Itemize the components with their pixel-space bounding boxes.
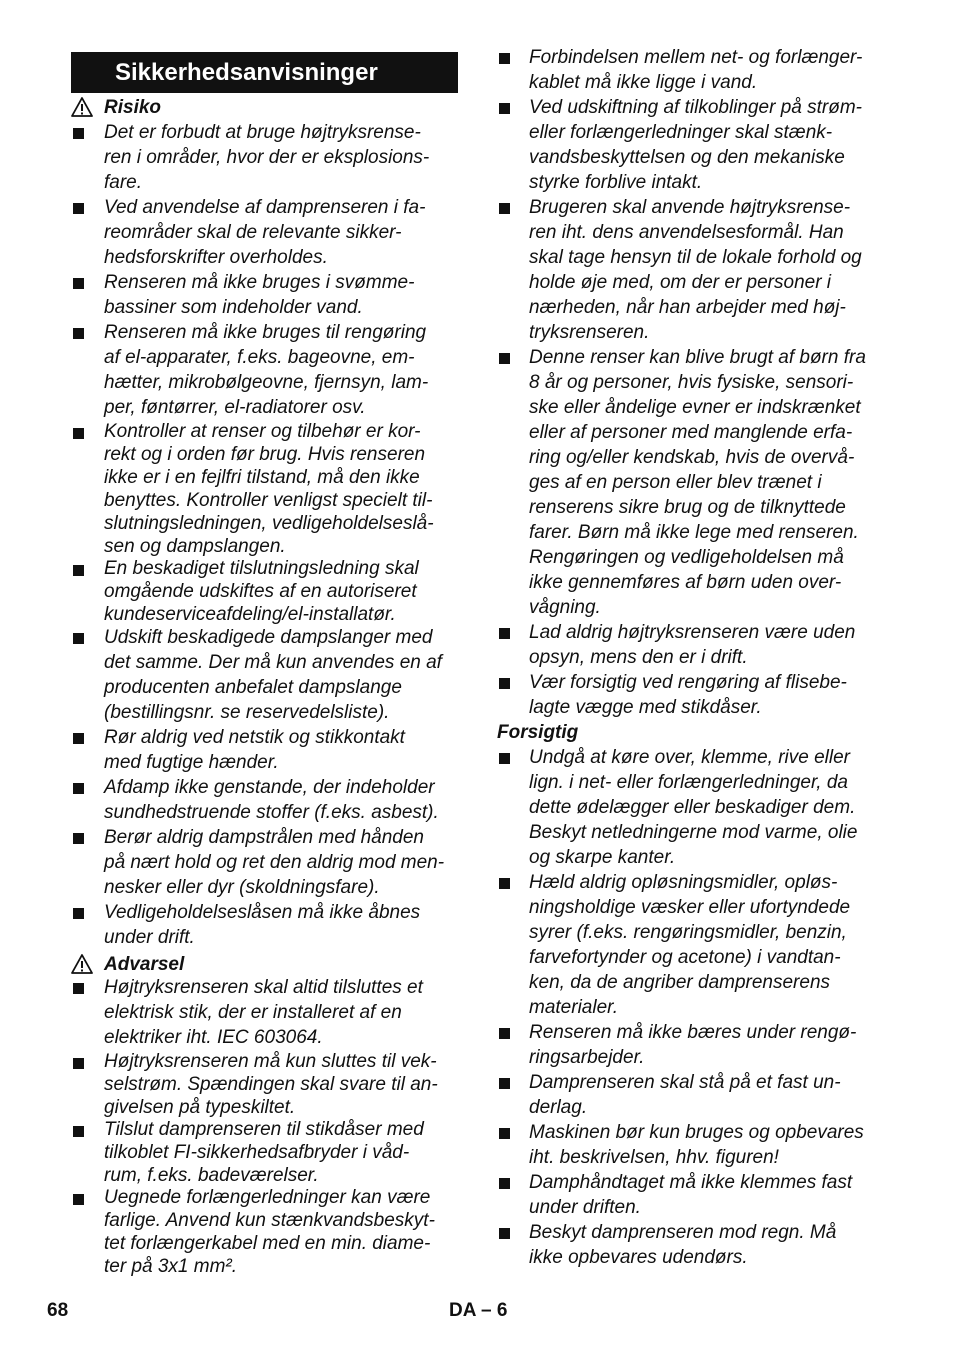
risk-heading: Risiko [104, 97, 162, 118]
list-item: Ved anvendelse af damprenseren i fa- reområder skal de relevante sikker- hedsforskrifter overholdes. [104, 197, 426, 268]
list-item: Afdamp ikke genstande, der indeholder sundhedstruende stoffer (f.eks. asbest). [104, 777, 439, 823]
bullet-icon [73, 428, 84, 439]
bullet-icon [73, 1058, 84, 1069]
list-item: Vedligeholdelseslåsen må ikke åbnes under drift. [104, 902, 421, 948]
bullet-icon [499, 53, 510, 64]
bullet-icon [73, 733, 84, 744]
list-item: Uegnede forlængerledninger kan være farlige. Anvend kun stænkvandsbeskyt- tet forlængerkabel med en min. diame- ter på 3x1 mm². [104, 1187, 435, 1277]
bullet-icon [73, 128, 84, 139]
list-item: Vær forsigtig ved rengøring af flisebe- lagte vægge med stikdåser. [529, 672, 847, 718]
bullet-icon [499, 678, 510, 689]
bullet-icon [499, 878, 510, 889]
list-item: En beskadiget tilslutningsledning skal omgående udskiftes af en autoriseret kundeserviceafdeling/el-installatør. [104, 558, 419, 625]
bullet-icon [73, 908, 84, 919]
bullet-icon [73, 328, 84, 339]
bullet-icon [499, 1228, 510, 1239]
list-item: Lad aldrig højtryksrenseren være uden opsyn, mens den er i drift. [529, 622, 856, 668]
warning-triangle-icon [71, 954, 93, 974]
bullet-icon [499, 353, 510, 364]
list-item: Udskift beskadigede dampslanger med det samme. Der må kun anvendes en af producenten anbefalet dampslange (bestillingsnr. se reservedelsliste). [104, 627, 442, 723]
list-item: Hæld aldrig opløsningsmidler, opløs- ningsholdige væsker eller ufortyndede syrer (f.eks. rengøringsmidler, benzin, farvefortynder og acetone) i vandtan- ken, da de angriber damprenserens materialer. [529, 872, 851, 1018]
bullet-icon [499, 103, 510, 114]
caution-heading: Forsigtig [497, 722, 579, 743]
list-item: Denne renser kan blive brugt af børn fra 8 år og personer, hvis fysiske, sensori- ske eller åndelige evner er indskrænket eller af personer med manglende erfa- ring og/eller kendskab, hvis de overvå- ges af en person eller blev trænet i renserens sikre brug og de tilknyttede farer. Børn må ikke lege med renseren. Rengøringen og vedligeholdelsen må ikke gennemføres af børn uden over- vågning. [529, 347, 866, 618]
bullet-icon [73, 833, 84, 844]
bullet-icon [499, 1178, 510, 1189]
list-item: Maskinen bør kun bruges og opbevares iht. beskrivelsen, hhv. figuren! [529, 1122, 864, 1168]
list-item: Tilslut damprenseren til stikdåser med tilkoblet FI-sikkerhedsafbryder i våd- rum, f.eks. badeværelser. [104, 1119, 424, 1186]
list-item: Damphåndtaget må ikke klemmes fast under driften. [529, 1172, 853, 1218]
warning-heading: Advarsel [104, 954, 185, 975]
bullet-icon [73, 1126, 84, 1137]
list-item: Brugeren skal anvende højtryksrense- ren iht. dens anvendelsesformål. Han skal tage hensyn til de lokale forhold og holde øje med, om der er personer i nærheden, når han arbejder med høj- tryksrenseren. [529, 197, 862, 343]
section-code: DA – 6 [449, 1300, 508, 1321]
list-item: Renseren må ikke bæres under rengø- ringsarbejder. [529, 1022, 857, 1068]
bullet-icon [73, 203, 84, 214]
list-item: Beskyt damprenseren mod regn. Må ikke opbevares udendørs. [529, 1222, 837, 1268]
bullet-icon [499, 203, 510, 214]
list-item: Forbindelsen mellem net- og forlænger- kablet må ikke ligge i vand. [529, 47, 863, 93]
bullet-icon [499, 1078, 510, 1089]
list-item: Renseren må ikke bruges til rengøring af el-apparater, f.eks. bageovne, em- hætter, mikrobølgeovne, fjernsyn, lam- per, føntørrer, el-radiatorer osv. [104, 322, 429, 418]
list-item: Det er forbudt at bruge højtryksrense- ren i områder, hvor der er eksplosions- fare. [104, 122, 430, 193]
bullet-icon [499, 1128, 510, 1139]
list-item: Rør aldrig ved netstik og stikkontakt med fugtige hænder. [104, 727, 405, 773]
bullet-icon [499, 1028, 510, 1039]
bullet-icon [73, 565, 84, 576]
bullet-icon [73, 278, 84, 289]
list-item: Damprenseren skal stå på et fast un- derlag. [529, 1072, 841, 1118]
list-item: Kontroller at renser og tilbehør er kor- rekt og i orden før brug. Hvis renseren ikke er i en fejlfri tilstand, må den ikke benyttes. Kontroller venligst specielt til- slutningsledningen, vedligeholdelseslå- sen og dampslangen. [104, 421, 434, 557]
list-item: Renseren må ikke bruges i svømme- bassiner som indeholder vand. [104, 272, 415, 318]
bullet-icon [73, 1194, 84, 1205]
page-title: Sikkerhedsanvisninger [71, 52, 458, 93]
list-item: Ved udskiftning af tilkoblinger på strøm- eller forlængerledninger skal stænk- vandsbeskyttelsen og den mekaniske styrke forblive intakt. [529, 97, 863, 193]
list-item: Undgå at køre over, klemme, rive eller lign. i net- eller forlængerledninger, da dette ødelægger eller beskadiger dem. Beskyt netledningerne mod varme, olie og skarpe kanter. [529, 747, 858, 868]
list-item: Højtryksrenseren må kun sluttes til vek- selstrøm. Spændingen skal svare til an- givelsen på typeskiltet. [104, 1051, 438, 1118]
list-item: Berør aldrig dampstrålen med hånden på nært hold og ret den aldrig mod men- nesker eller dyr (skoldningsfare). [104, 827, 445, 898]
list-item: Højtryksrenseren skal altid tilsluttes et elektrisk stik, der er installeret af en elektriker iht. IEC 603064. [104, 977, 423, 1048]
warning-triangle-icon [71, 97, 93, 117]
page-number: 68 [47, 1300, 69, 1321]
bullet-icon [73, 783, 84, 794]
bullet-icon [499, 753, 510, 764]
bullet-icon [73, 633, 84, 644]
bullet-icon [499, 628, 510, 639]
bullet-icon [73, 983, 84, 994]
